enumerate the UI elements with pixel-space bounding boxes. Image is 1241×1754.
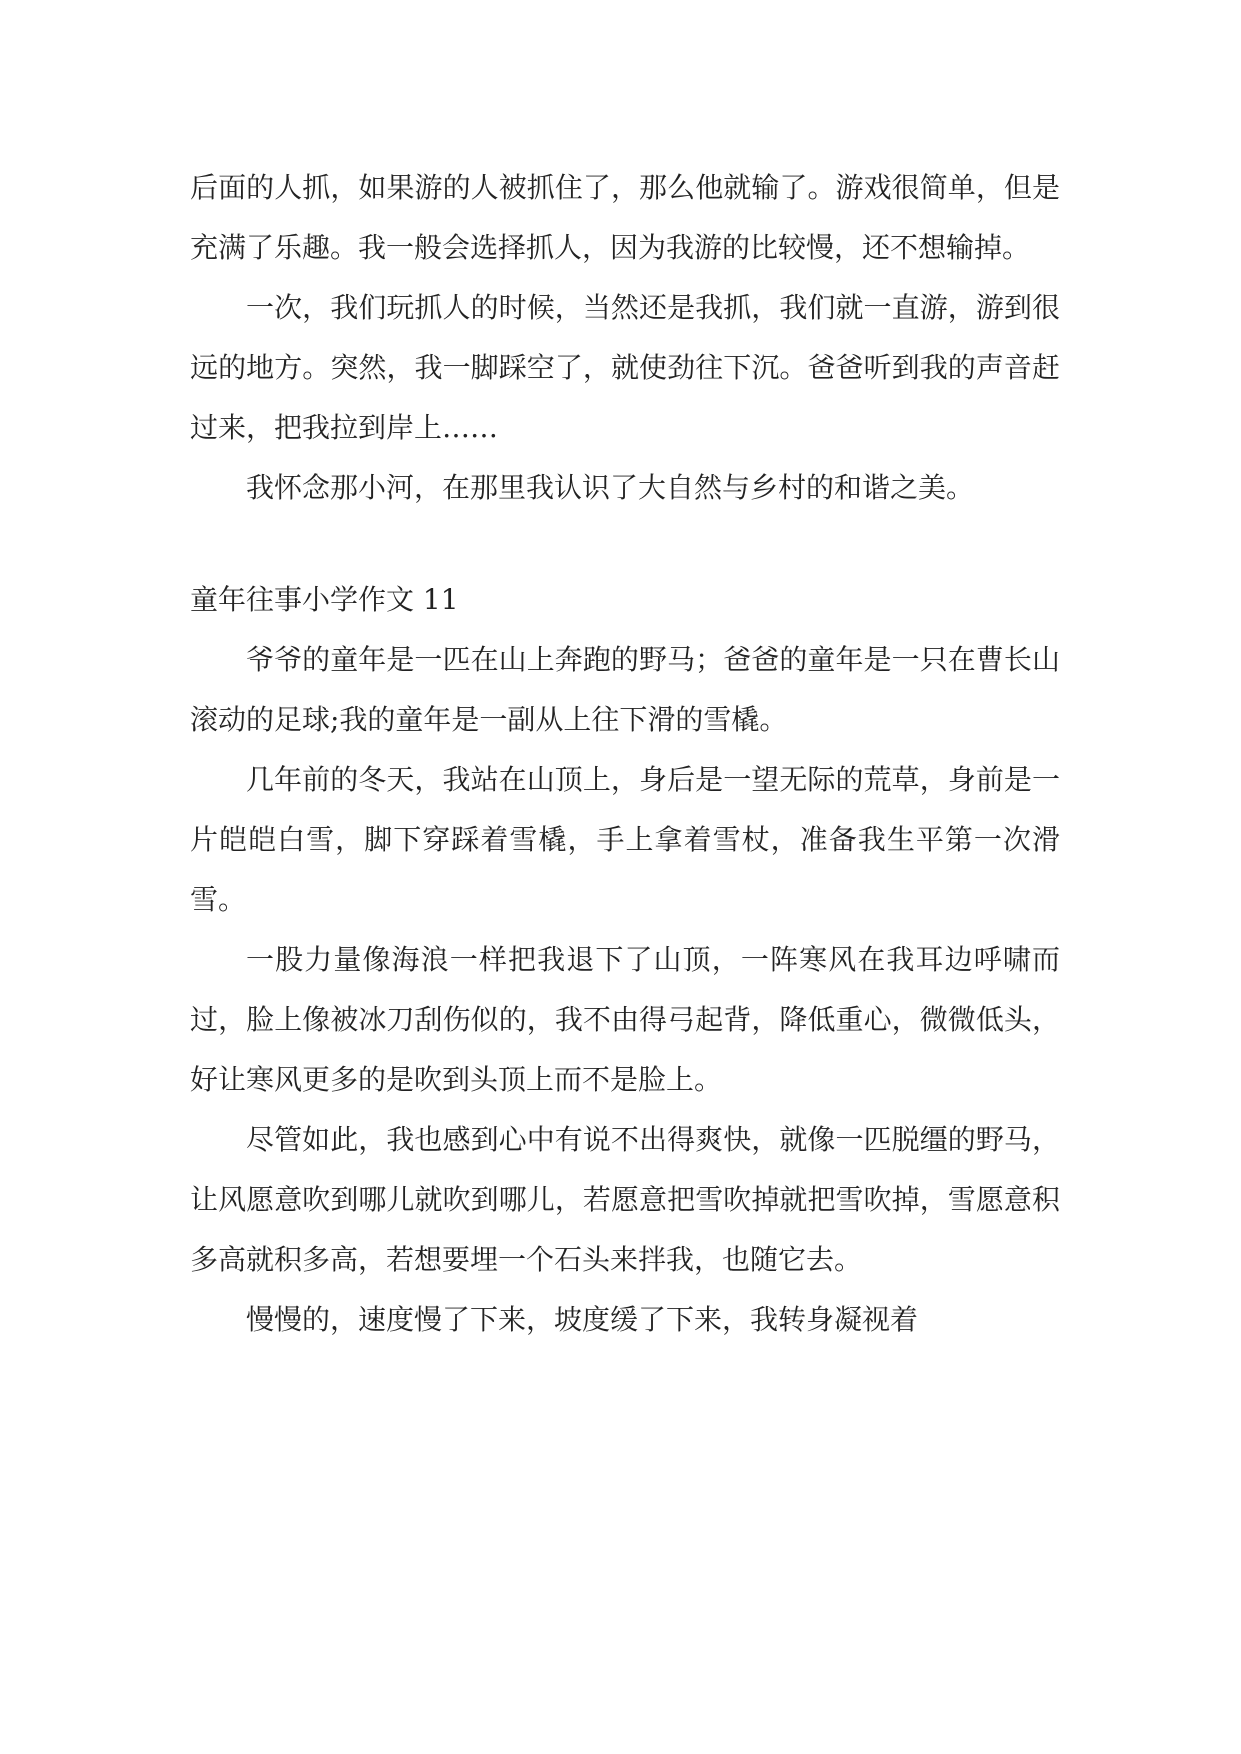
paragraph: 一股力量像海浪一样把我退下了山顶，一阵寒风在我耳边呼啸而过，脸上像被冰刀刮伤似的，我不由得弓起背，降低重心，微微低头，好让寒风更多的是吹到头顶上而不是脸上。: [190, 943, 1060, 1096]
paragraph: 几年前的冬天，我站在山顶上，身后是一望无际的荒草，身前是一片皑皑白雪，脚下穿踩着雪橇，手上拿着雪杖，准备我生平第一次滑雪。: [190, 763, 1060, 916]
paragraph: 一次，我们玩抓人的时候，当然还是我抓，我们就一直游，游到很远的地方。突然，我一脚踩空了，就使劲往下沉。爸爸听到我的声音赶过来，把我拉到岸上……: [190, 291, 1060, 444]
paragraph: 尽管如此，我也感到心中有说不出得爽快，就像一匹脱缰的野马，让风愿意吹到哪儿就吹到哪儿，若愿意把雪吹掉就把雪吹掉，雪愿意积多高就积多高，若想要埋一个石头来拌我，也随它去。: [190, 1123, 1060, 1276]
paragraph: 爷爷的童年是一匹在山上奔跑的野马；爸爸的童年是一只在曹长山滚动的足球;我的童年是一副从上往下滑的雪橇。: [190, 643, 1060, 736]
document-page: [190, 158, 1060, 1350]
paragraph: 我怀念那小河，在那里我认识了大自然与乡村的和谐之美。: [246, 471, 975, 504]
paragraph-continuation: 后面的人抓，如果游的人被抓住了，那么他就输了。游戏很简单，但是充满了乐趣。我一般会选择抓人，因为我游的比较慢，还不想输掉。: [190, 171, 1060, 264]
paragraph: 慢慢的，速度慢了下来，坡度缓了下来，我转身凝视着: [246, 1303, 919, 1336]
section-heading: 童年往事小学作文 11: [190, 583, 459, 616]
